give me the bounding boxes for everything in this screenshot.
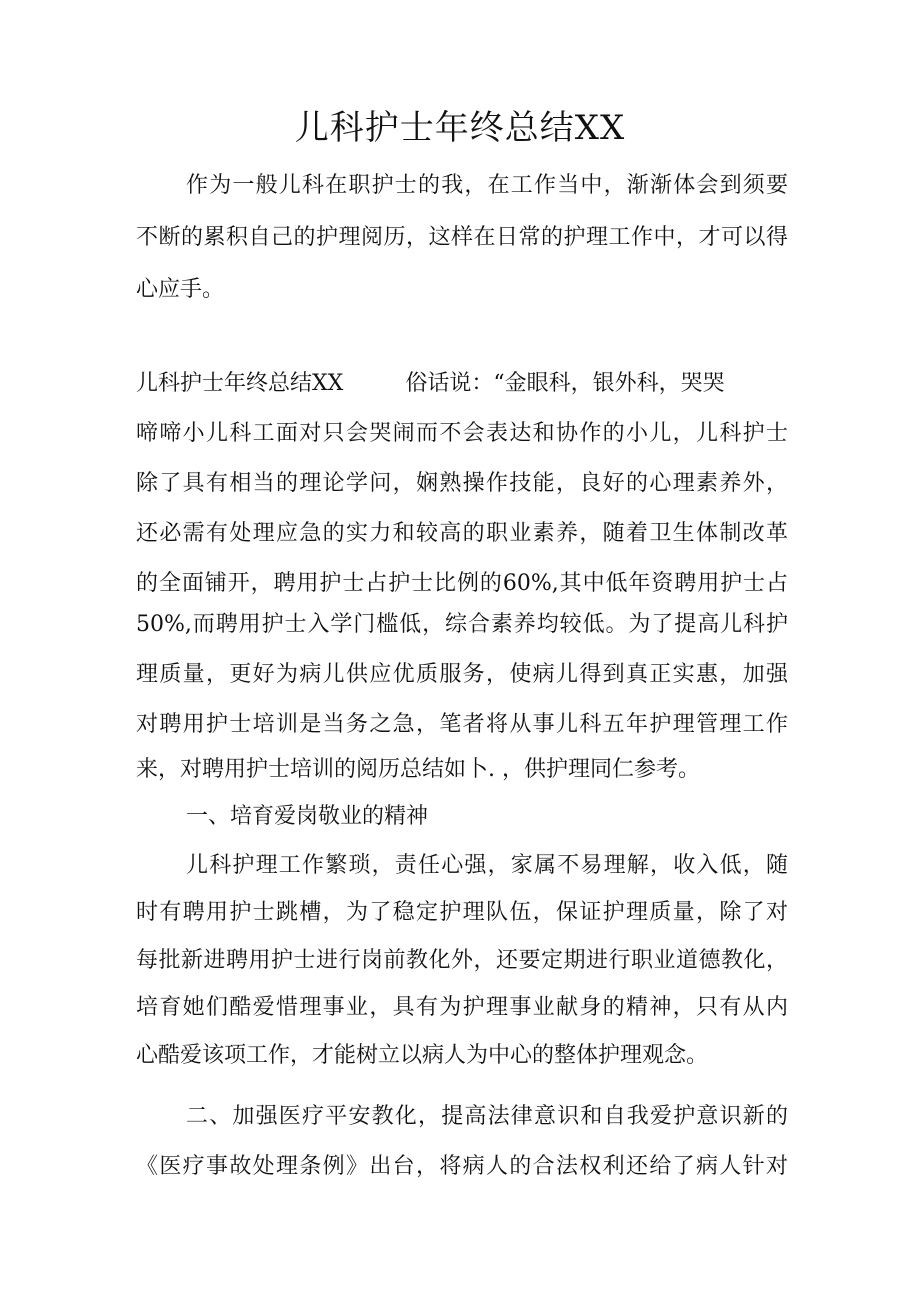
section2-line-1: 二、加强医疗平安教化，提高法律意识和自我爱护意识新的	[186, 1104, 788, 1129]
section2-line-2: 《医疗事故处理条例》出台，将病人的合法权利还给了病人针对	[136, 1154, 788, 1179]
document-title: 儿科护士年终总结XX	[294, 108, 626, 148]
body-line-1: 俗话说：“金眼科，银外科，哭哭	[405, 371, 725, 396]
body-first-line	[136, 369, 788, 399]
section1-line-5: 心酷爱该项工作，才能树立以病人为中心的整体护理观念。	[136, 1043, 709, 1068]
section1-line-1: 儿科护理工作繁琐，责任心强，家属不易理解，收入低，随	[186, 853, 788, 878]
body-line-8: 对聘用护士培训是当务之急，笔者将从事儿科五年护理管理工作	[136, 712, 788, 737]
body-line-3: 除了具有相当的理论学问，娴熟操作技能，良好的心理素养外，	[136, 471, 788, 496]
body-heading: 儿科护士年终总结XX	[136, 371, 344, 396]
body-line-5: 的全面铺开，聘用护士占护士比例的60%,其中低年资聘用护士占	[136, 571, 788, 596]
intro-line-2: 不断的累积自己的护理阅历，这样在日常的护理工作中，才可以得	[136, 225, 788, 250]
body-line-7: 理质量，更好为病儿供应优质服务，使病儿得到真正实惠，加强	[136, 662, 788, 687]
intro-line-1: 作为一般儿科在职护士的我，在工作当中，渐渐体会到须要	[186, 173, 788, 198]
section1-line-3: 每批新进聘用护士进行岗前教化外，还要定期进行职业道德教化，	[136, 948, 788, 973]
section1-heading: 一、培育爱岗敬业的精神	[186, 804, 429, 829]
body-line-6: 50%,而聘用护士入学门槛低，综合素养均较低。为了提高儿科护	[136, 612, 788, 637]
section1-line-2: 时有聘用护士跳槽，为了稳定护理队伍，保证护理质量，除了对	[136, 900, 788, 925]
body-line-9: 来，对聘用护士培训的阅历总结如卜. ，供护理同仁参考。	[136, 757, 700, 782]
body-line-2: 啼啼小儿科工面对只会哭闹而不会表达和协作的小儿，儿科护士	[136, 421, 788, 446]
body-line-4: 还必需有处理应急的实力和较高的职业素养，随着卫生体制改革	[136, 521, 788, 546]
section1-line-4: 培育她们酷爱惜理事业，具有为护理事业献身的精神，只有从内	[136, 995, 788, 1020]
intro-line-3: 心应手。	[136, 277, 225, 302]
